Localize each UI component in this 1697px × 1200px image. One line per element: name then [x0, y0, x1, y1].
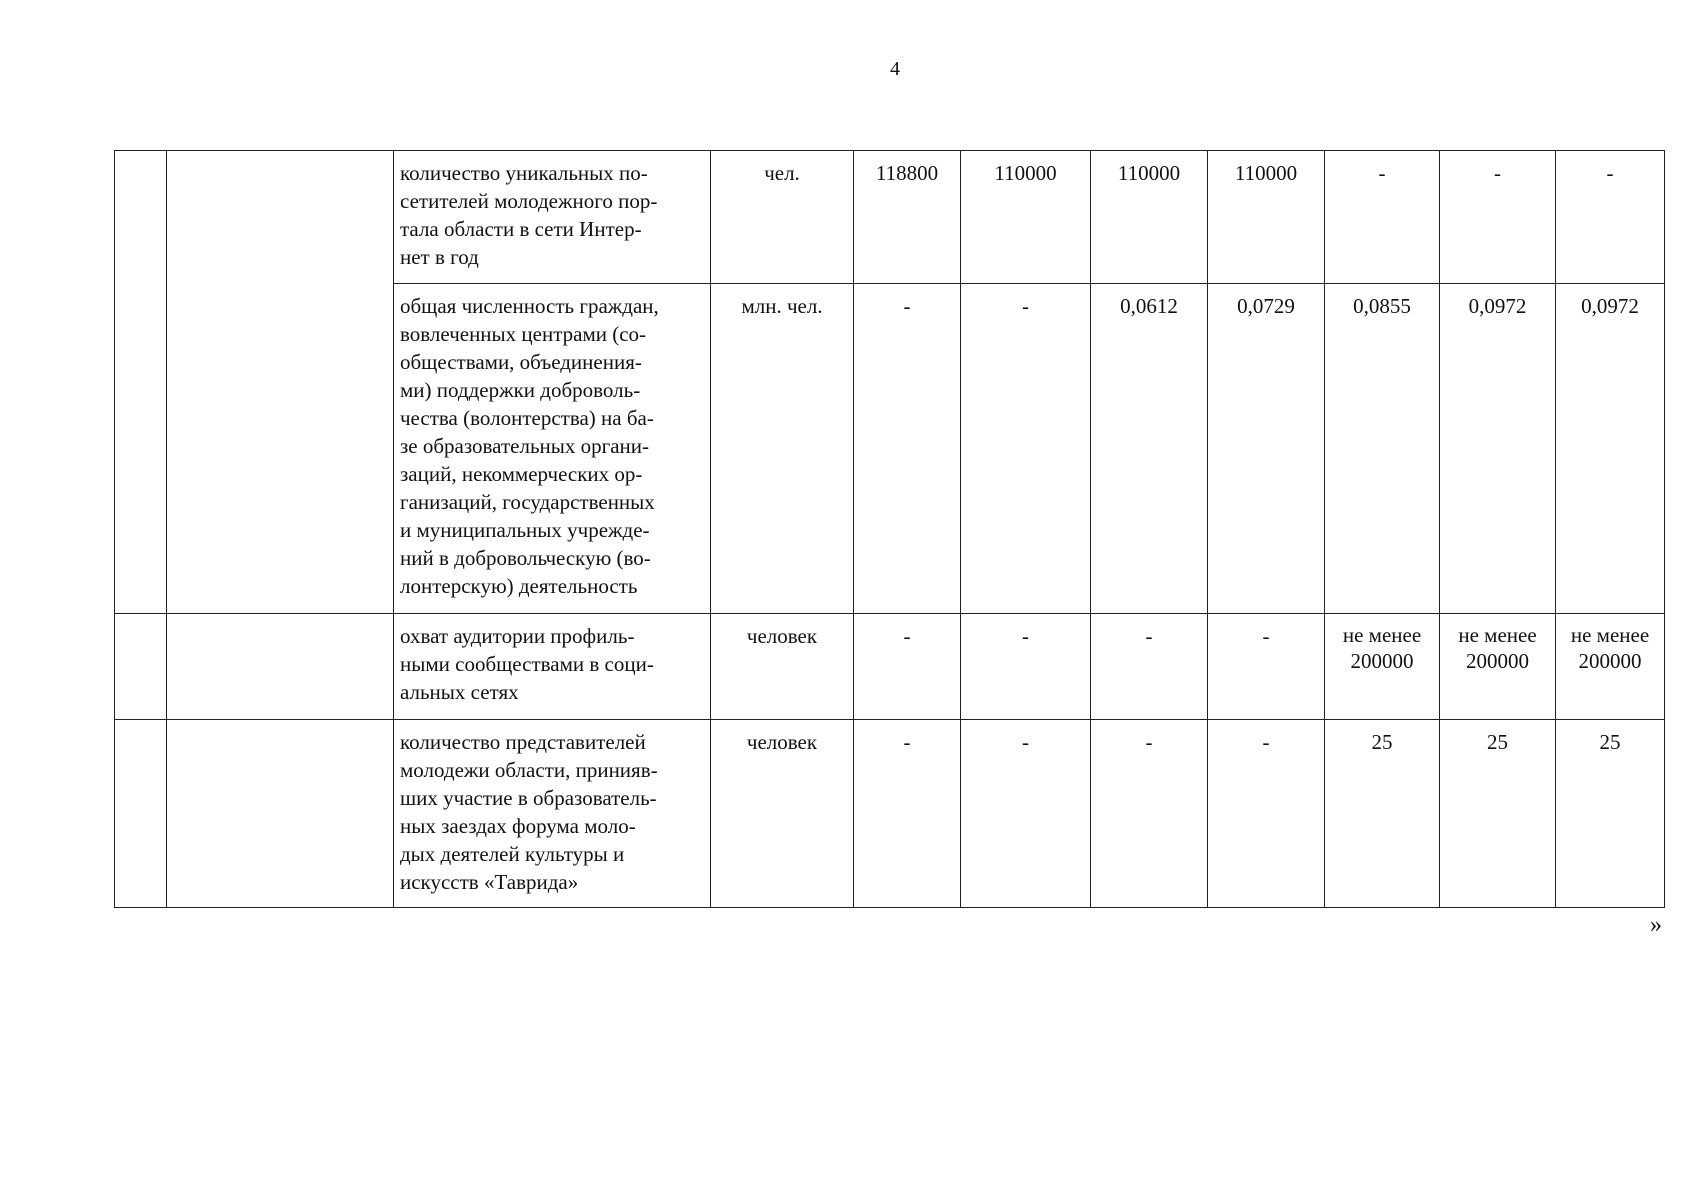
indicator-line: лонтерскую) деятельность [400, 574, 638, 598]
value-cell: 0,0612 [1091, 284, 1208, 614]
indicator-line: альных сетях [400, 680, 519, 704]
value-cell: - [961, 614, 1091, 720]
indicator-line: заций, некоммерческих ор- [400, 462, 643, 486]
program-name-cell [167, 720, 394, 908]
indicator-line: дых деятелей культуры и [400, 842, 625, 866]
value-cell: 0,0729 [1208, 284, 1325, 614]
value-cell: - [961, 720, 1091, 908]
program-name-cell [167, 151, 394, 614]
value-cell: не менее 200000 [1556, 614, 1665, 720]
value-cell: - [961, 284, 1091, 614]
indicator-line: обществами, объединения- [400, 350, 642, 374]
indicator-line: зе образовательных органи- [400, 434, 650, 458]
indicator-line: молодежи области, принияв- [400, 758, 658, 782]
indicator-line: ний в добровольческую (во- [400, 546, 651, 570]
value-cell: - [854, 614, 961, 720]
value-cell: - [1325, 151, 1440, 284]
row-number-cell [115, 614, 167, 720]
indicator-line: вовлеченных центрами (со- [400, 322, 647, 346]
unit-cell: млн. чел. [711, 284, 854, 614]
indicator-line: охват аудитории профиль- [400, 624, 635, 648]
table-row [115, 720, 1665, 908]
indicator-name-cell [394, 284, 711, 614]
indicator-line: ми) поддержки доброволь- [400, 378, 641, 402]
value-cell: - [1091, 614, 1208, 720]
page-number: 4 [890, 58, 900, 80]
closing-quote: » [1650, 912, 1662, 938]
value-cell: 110000 [1091, 151, 1208, 284]
value-cell: - [1556, 151, 1665, 284]
value-cell: 25 [1325, 720, 1440, 908]
indicator-line: чества (волонтерства) на ба- [400, 406, 654, 430]
indicator-name-cell [394, 151, 711, 284]
value-cell: 110000 [961, 151, 1091, 284]
indicator-name-cell [394, 614, 711, 720]
row-number-cell [115, 151, 167, 614]
indicator-line: искусств «Таврида» [400, 870, 579, 894]
value-cell: 0,0855 [1325, 284, 1440, 614]
indicator-line: ных заездах форума моло- [400, 814, 636, 838]
indicator-line: и муниципальных учрежде- [400, 518, 650, 542]
indicator-line: тала области в сети Интер- [400, 217, 642, 241]
value-cell: - [1208, 720, 1325, 908]
value-cell: не менее 200000 [1325, 614, 1440, 720]
value-cell: - [1440, 151, 1556, 284]
indicators-table [114, 150, 1665, 908]
value-cell: - [1091, 720, 1208, 908]
value-cell: - [854, 284, 961, 614]
indicator-name-cell [394, 720, 711, 908]
unit-cell: человек [711, 614, 854, 720]
indicator-line: ными сообществами в соци- [400, 652, 654, 676]
indicator-line: нет в год [400, 245, 479, 269]
value-cell: - [1208, 614, 1325, 720]
value-cell: 0,0972 [1556, 284, 1665, 614]
table-row [115, 614, 1665, 720]
indicator-line: сетителей молодежного пор- [400, 189, 658, 213]
value-cell: 25 [1440, 720, 1556, 908]
indicator-line: ших участие в образователь- [400, 786, 657, 810]
value-cell: 25 [1556, 720, 1665, 908]
value-cell: - [854, 720, 961, 908]
unit-cell: человек [711, 720, 854, 908]
table-row [115, 151, 1665, 284]
value-cell: 110000 [1208, 151, 1325, 284]
value-cell: 118800 [854, 151, 961, 284]
program-name-cell [167, 614, 394, 720]
indicator-line: общая численность граждан, [400, 294, 659, 318]
row-number-cell [115, 720, 167, 908]
indicator-line: количество представителей [400, 730, 646, 754]
value-cell: 0,0972 [1440, 284, 1556, 614]
indicator-line: количество уникальных по- [400, 161, 648, 185]
indicator-line: ганизаций, государственных [400, 490, 655, 514]
value-cell: не менее 200000 [1440, 614, 1556, 720]
unit-cell: чел. [711, 151, 854, 284]
